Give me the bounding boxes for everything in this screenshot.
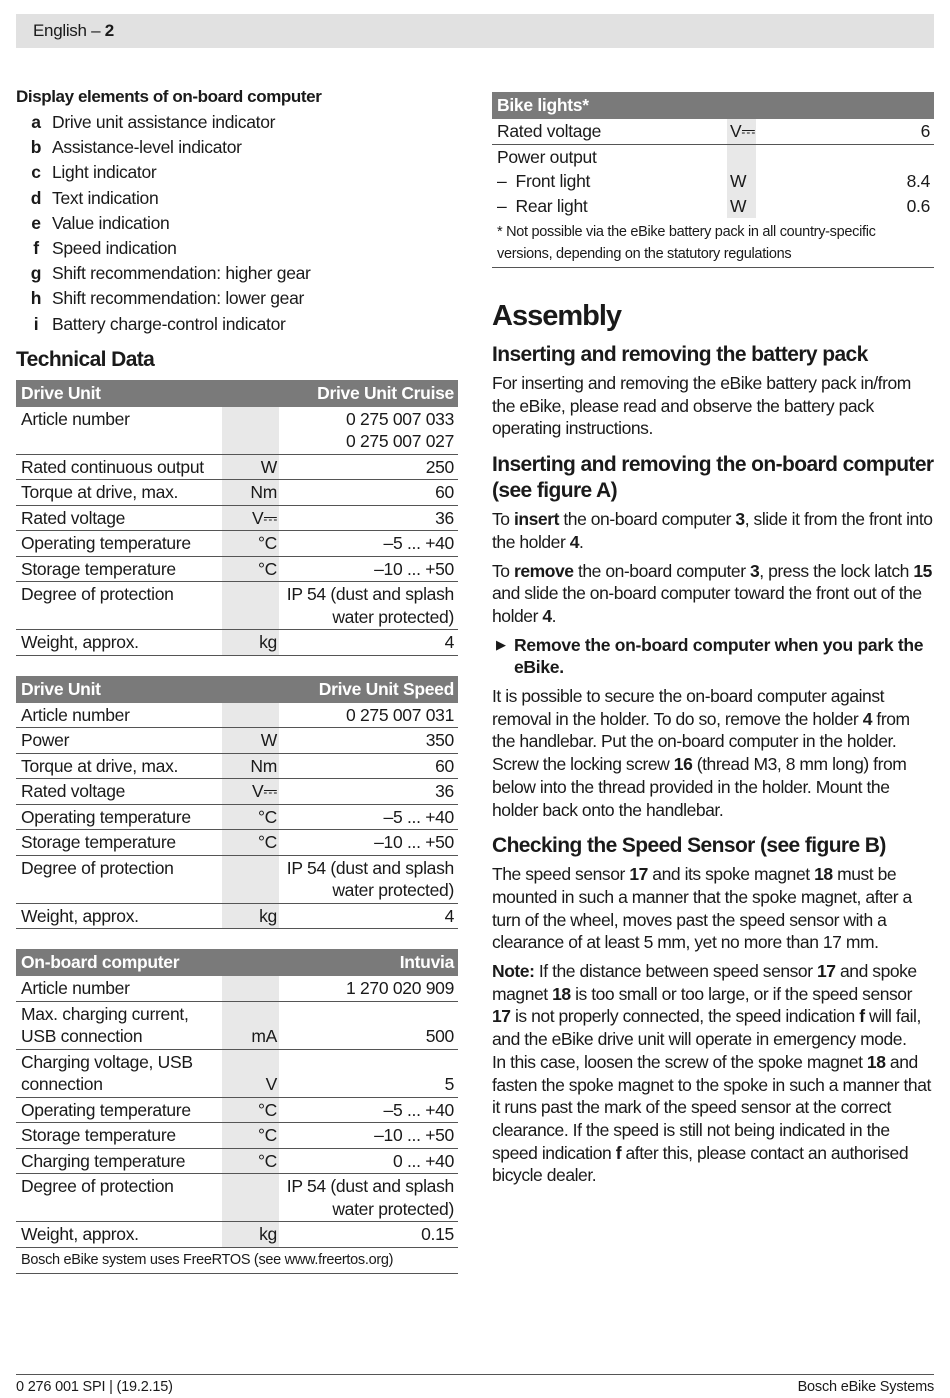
table-row: Storage temperature °C –10 ... +50 (16, 830, 458, 856)
computer-section-title: Inserting and removing the on-board computer (see figure A) (492, 453, 934, 503)
display-elements-list (16, 110, 458, 337)
table-row: Weight, approx. kg 4 (16, 630, 458, 656)
language-label: English (33, 21, 87, 40)
bike-lights-table (492, 92, 934, 268)
table-row: Rated continuous output W 250 (16, 454, 458, 480)
table-row: Degree of protection IP 54 (dust and splash water protected) (16, 1174, 458, 1222)
header-separator: – (86, 21, 105, 40)
park-warning: ▶ Remove the on-board computer when you park the eBike. (496, 634, 924, 678)
footer-company: Bosch eBike Systems (797, 1379, 934, 1395)
left-column (16, 86, 458, 1274)
table-row: Operating temperature °C –5 ... +40 (16, 531, 458, 557)
table-row: – Rear light W 0.6 (492, 194, 934, 219)
table-row: Torque at drive, max. Nm 60 (16, 480, 458, 506)
list-item: b Assistance-level indicator (30, 137, 242, 158)
secure-paragraph: It is possible to secure the on-board computer against removal in the holder. To do so, remove the holder 4 from the handlebar. Put the on-board computer in the holder. Screw the locking screw 16 (thread M3, 8 mm long) from below into the thread provided in the holder. Mount the holder back onto the handlebar. (492, 686, 910, 820)
footer-document-id: 0 276 001 SPI | (19.2.15) (16, 1379, 173, 1395)
table-row: Power output (492, 144, 934, 169)
drive-unit-speed-table (16, 676, 458, 930)
assembly-title: Assembly (492, 300, 622, 332)
table-row: Operating temperature °C –5 ... +40 (16, 1097, 458, 1123)
on-board-computer-table (16, 949, 458, 1274)
table-header-right: Drive Unit Cruise (279, 380, 458, 407)
table-row: Rated voltage V⎓ 6 (492, 119, 934, 144)
list-item: f Speed indication (33, 238, 177, 259)
table-row: Max. charging current, USB connection mA 500 (16, 1001, 458, 1049)
table-row: Operating temperature °C –5 ... +40 (16, 804, 458, 830)
table-header-right: Intuvia (279, 949, 458, 976)
battery-text: For inserting and removing the eBike battery pack in/from the eBike, please read and observe the battery pack operating instructions. (492, 373, 911, 439)
sensor-paragraph: The speed sensor 17 and its spoke magnet 18 must be mounted in such a manner that the spoke magnet, after a turn of the wheel, moves past the speed sensor with a clearance of at least 5 mm, yet no more than 17 mm. (492, 864, 912, 953)
table-row: Charging temperature °C 0 ... +40 (16, 1148, 458, 1174)
list-item: a Drive unit assistance indicator (31, 112, 276, 132)
display-elements-title: Display elements of on-board computer (16, 87, 322, 106)
table-header-left: On-board computer (16, 949, 279, 976)
list-item: h Shift recommendation: lower gear (30, 288, 305, 309)
note-paragraph: Note: If the distance between speed sensor 17 and spoke magnet 18 is too small or too large, or if the speed sensor 17 is not properly connected, the speed indication f will fail, and the eBike drive unit will operate in emergency mode. (492, 961, 921, 1050)
table-header: Bike lights* (492, 92, 934, 119)
remove-paragraph: To remove the on-board computer 3, press the lock latch 15 and slide the on-board computer toward the front out of the holder 4. (492, 560, 932, 626)
lights-footnote: * Not possible via the eBike battery pack in all country-specific versions, depending on the statutory regulations (492, 218, 934, 268)
list-item: c Light indicator (31, 162, 157, 183)
page-number: 2 (104, 21, 114, 40)
table-row: Storage temperature °C –10 ... +50 (16, 556, 458, 582)
table-row: Article number 0 275 007 031 (16, 703, 458, 728)
case-paragraph: In this case, loosen the screw of the spoke magnet 18 and fasten the spoke magnet to the spoke in such a manner that it runs past the mark of the speed sensor at the correct clearance. If the speed is still not being indicated in the speed indication f after this, please contact an authorised bicycle dealer. (492, 1051, 931, 1186)
table-row: Torque at drive, max. Nm 60 (16, 753, 458, 779)
list-item: g Shift recommendation: higher gear (30, 263, 311, 284)
table-note-row (16, 1247, 458, 1273)
table-row: Article number 0 275 007 033 0 275 007 027 (16, 407, 458, 455)
table-header-right: Drive Unit Speed (279, 676, 458, 703)
table-row: Degree of protection IP 54 (dust and splash water protected) (16, 855, 458, 903)
technical-data-title: Technical Data (16, 347, 155, 371)
page-language (33, 21, 114, 41)
right-column (492, 92, 934, 1193)
table-row: Degree of protection IP 54 (dust and splash water protected) (16, 582, 458, 630)
list-item: i Battery charge-control indicator (33, 313, 286, 334)
table-note-row (492, 218, 934, 268)
table-header-left: Drive Unit (16, 380, 279, 407)
battery-section-title: Inserting and removing the battery pack (492, 343, 868, 366)
triangle-bullet-icon: ▶ (496, 636, 506, 652)
drive-unit-cruise-table (16, 380, 458, 656)
list-item: d Text indication (30, 187, 159, 208)
sensor-section-title: Checking the Speed Sensor (see figure B) (492, 834, 886, 858)
table-row: Weight, approx. kg 4 (16, 903, 458, 929)
list-item: e Value indication (31, 212, 170, 233)
table-row: Rated voltage V⎓ 36 (16, 505, 458, 531)
freertos-note: Bosch eBike system uses FreeRTOS (see www.freertos.org) (16, 1247, 458, 1273)
table-row: Weight, approx. kg 0.15 (16, 1222, 458, 1248)
insert-paragraph: To insert the on-board computer 3, slide it from the front into the holder 4. (492, 509, 933, 552)
table-row: Charging voltage, USB connection V 5 (16, 1049, 458, 1097)
table-row: Rated voltage V⎓ 36 (16, 779, 458, 805)
table-header-left: Drive Unit (16, 676, 279, 703)
table-row: Article number 1 270 020 909 (16, 976, 458, 1001)
footer-rule (16, 1374, 934, 1375)
table-row: Power W 350 (16, 728, 458, 754)
table-row: Storage temperature °C –10 ... +50 (16, 1123, 458, 1149)
page-header (16, 14, 934, 48)
table-row: – Front light W 8.4 (492, 169, 934, 194)
